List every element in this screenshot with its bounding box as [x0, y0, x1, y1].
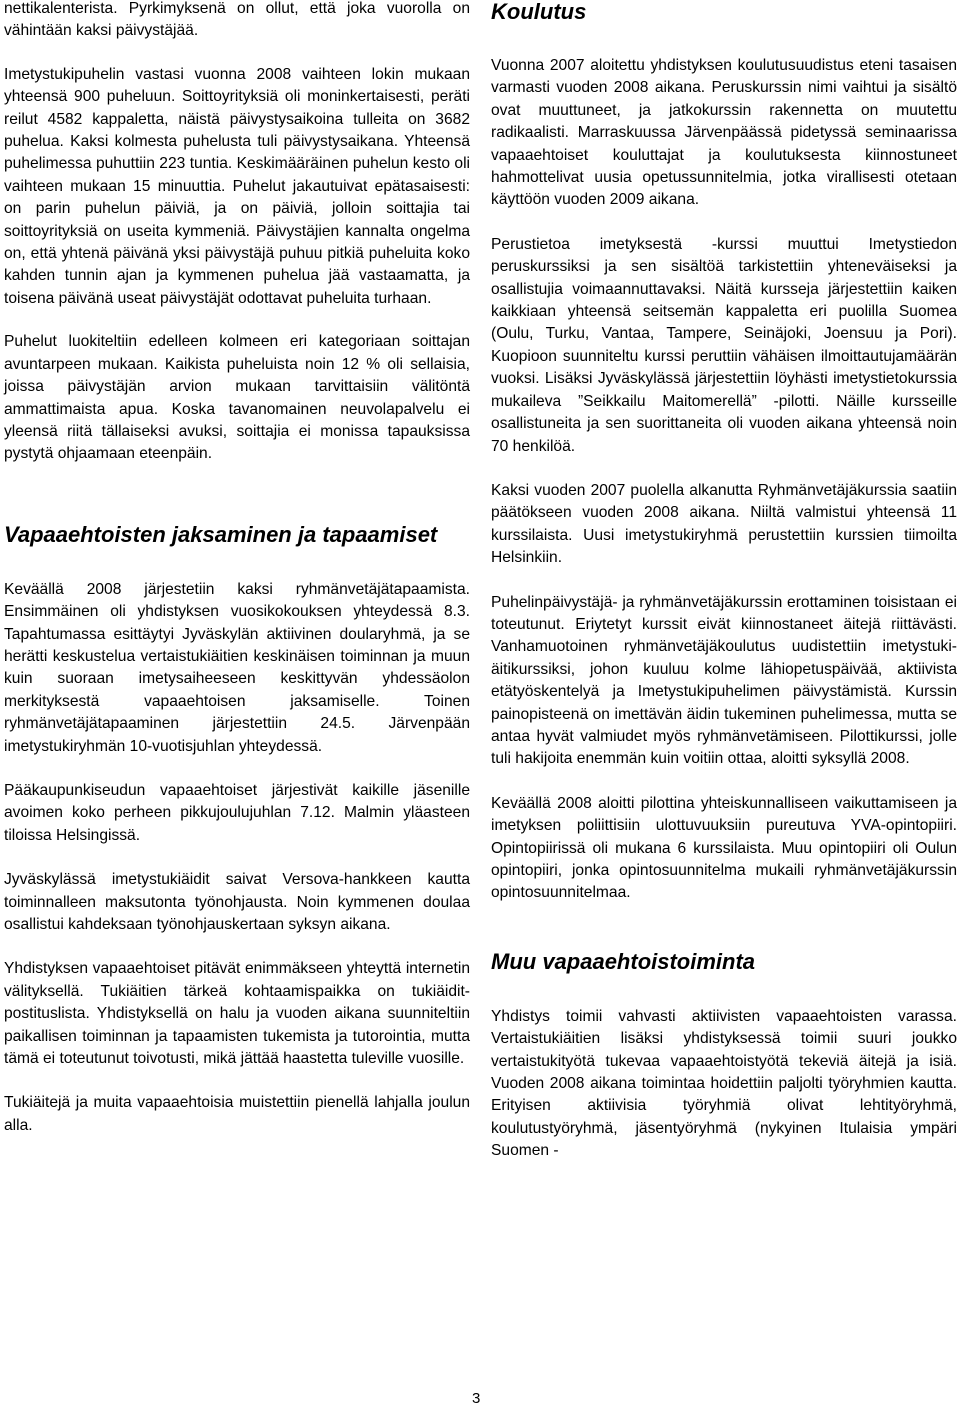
heading-training: Koulutus [491, 0, 587, 24]
page-number: 3 [472, 1390, 481, 1407]
paragraph-group-leader-course: Kaksi vuoden 2007 puolella alkanutta Ryhmänvetäjäkurssia saatiin päätökseen vuoden 2008 aikana. Niiltä valmistui yhteensä 11 kurssilaista. Uusi imetystukiryhmä perustettiin kurssien tiimoilta Helsinkiin. [491, 481, 957, 567]
right-column [491, 0, 957, 1163]
paragraph-study-circle: Keväällä 2008 aloitti pilottina yhteiskunnalliseen vaikuttamiseen ja imetyksen poliittisiin ulottuvuuksiin pureutuva YVA-opintopiiri. Opintopiirissä oli mukana 6 kurssilaista. Muu opintopiiri oli Oulun opintopiiri, jonka opintosuunnitelma mukaili ryhmänvetäjäkurssin opintosuunnitelmaa. [491, 794, 957, 902]
heading-other-volunteering: Muu vapaaehtoistoiminta [491, 948, 756, 974]
paragraph-training-reform: Vuonna 2007 aloitettu yhdistyksen koulutusuudistus eteni tasaisen varmasti vuoden 2008 aikana. Peruskurssin nimi vaihtui ja sisältö ovat muuttuneet, ja jatkokurssin rakennetta on muutettu radikaalisti. Marraskuussa Järvenpäässä pidetyssä seminaarissa vapaaehtoiset kouluttajat ja koulutuksesta kiinnostuneet hahmottelivat uusia opetussunnitelmia, jotka virallisesti otetaan käyttöön vuoden 2009 aikana. [491, 57, 957, 209]
paragraph-call-statistics: Imetystukipuhelin vastasi vuonna 2008 vaihteen lokin mukaan yhteensä 900 puheluun. Soittoyrityksiä oli moninkertaisesti, peräti reilut 4582 kappaletta, näistä päivystysaikoina tulleita on 3682 puhelua. Kaksi kolmesta puhelusta tuli päivystysaikana. Yhteensä puhelimessa puhuttiin 223 tuntia. Keskimääräinen puhelun kesto oli vaihteen mukaan 15 minuuttia. Puhelut jakautuivat epätasaisesti: on parin puhelun päiviä, ja on päiviä, jolloin soittajia tai soittoyrityksiä on useita kymmeniä. Päivystäjien kannalta ongelma on, että yhtenä päivänä yksi päivystäjä puhuu pitkiä puheluita koko kahden tunnin ajan ja kymmenen puhelua jää vastaamatta, ja toisena päivänä useat päivystäjät odottavat puheluita turhaan. [4, 65, 470, 307]
paragraph-basic-course: Perustietoa imetyksestä -kurssi muuttui Imetystiedon peruskurssiksi ja sen sisältöä tarkistettiin yhteneväiseksi ja osallistujia voimaannuttavaksi. Näitä kursseja järjestettiin kaiken kaikkiaan yhteensä seitsemän kappaletta eri puolilla Suomea (Oulu, Turku, Vantaa, Tampere, Seinäjoki, Joensuu ja Pori). Kuopioon suunniteltu kurssi peruttiin vähäisen ilmoittautujamäärän vuoksi. Lisäksi Jyväskylässä järjestettiin löyhästi imetystietokurssia mukaileva ”Seikkailu Maitomerellä” -pilotti. Näille kursseille osallistuneita ja sen suorittaneita oli vuoden aikana yhteensä noin 70 henkilöä. [491, 235, 957, 455]
heading-volunteer-wellbeing: Vapaaehtoisten jaksaminen ja tapaamiset [4, 521, 438, 547]
paragraph-internet-contact: Yhdistyksen vapaaehtoiset pitävät enimmäkseen yhteyttä internetin välityksellä. Tukiäitien tärkeä kohtaamispaikka on tukiäidit-postituslista. Yhdistyksellä on halu ja vuoden aikana suunniteltiin paikallisen toiminnan ja tapaamisten tukemista ja tutorointia, mutta tämä ei toteutunut toivotusti, mikä jättää haastetta tuleville vuosille. [4, 960, 470, 1068]
left-column [4, 0, 470, 1137]
paragraph-group-leader-meetings: Keväällä 2008 järjestetiin kaksi ryhmänvetäjätapaamista. Ensimmäinen oli yhdistyksen vuosikokouksen yhteydessä 8.3. Tapahtumassa esittäytyi Jyväskylän aktiivinen doularyhmä, ja se herätti keskustelua vertaistukiäitien keskinäisen toiminnan ja muun kuin suoraan imetysaiheeseen keskittyvän yhdessäolon merkityksestä vapaaehtoisen jaksamiselle. Toinen ryhmänvetäjätapaaminen järjestettiin 24.5. Järvenpään imetystukiryhmän 10-vuotisjuhlan yhteydessä. [4, 580, 470, 755]
paragraph-christmas-gift: Tukiäitejä ja muita vapaaehtoisia muistettiin pienellä lahjalla joulun alla. [4, 1094, 470, 1134]
paragraph-work-supervision: Jyväskylässä imetystukiäidit saivat Versova-hankkeen kautta toiminnalleen maksutonta työnohjausta. Noin kymmenen doulaa osallistui kahdeksaan työnohjauskertaan syksyn aikana. [4, 871, 470, 933]
paragraph-phone-course: Puhelinpäivystäjä- ja ryhmänvetäjäkurssin erottaminen toisistaan ei toteutunut. Eriytetyt kurssit eivät kiinnostaneet äitejä riittävästi. Vanhamuotoinen ryhmänvetäjäkoulutus uudistettiin imetystuki-äitikurssiksi, johon kuuluu kolme lähiopetuspäivää, aktiivista etätyöskentelyä ja Imetystukipuhelimen päivystämistä. Kurssin painopisteenä on imettävän äidin tukeminen puhelimessa, mutta se antaa hyvät valmiudet myös ryhmänvetämiseen. Pilottikurssi, jolle tuli hakijoita enemmän kuin voitiin ottaa, aloitti syksyllä 2008. [491, 593, 957, 768]
paragraph-christmas-party: Pääkaupunkiseudun vapaaehtoiset järjestivät kaikille jäsenille avoimen koko perheen pikkujoulujuhlan 7.12. Malmin yläasteen tiloissa Helsingissä. [4, 781, 470, 844]
paragraph-call-categories: Puhelut luokiteltiin edelleen kolmeen eri kategoriaan soittajan avuntarpeen mukaan. Kaikista puheluista noin 12 % oli sellaisia, joissa päivystäjän arvion mukaan tarvittaisiin välitöntä ammattimaista apua. Koska tavanomainen neuvolapalvelu ei yleensä riitä tällaiseksi avuksi, soittajia ei monissa tapauksissa pystytä ohjaamaan eteenpäin. [4, 333, 470, 463]
paragraph-scheduling: nettikalenterista. Pyrkimyksenä on ollut, että joka vuorolla on vähintään kaksi päivystäjää. [4, 0, 470, 40]
paragraph-volunteer-activity: Yhdistys toimii vahvasti aktiivisten vapaaehtoisten varassa. Vertaistukiäitien lisäksi yhdistyksessä toimii suuri joukko vertaistukityötä tukevaa vapaaehtoistyötä tekeviä äitejä ja isiä. Vuoden 2008 aikana toimintaa hoidettiin paljolti työryhmien kautta. Erityisen aktiivisia työryhmiä olivat lehtityöryhmä, koulutustyöryhmä, jäsentyöryhmä (nykyinen Itulaisia ympäri Suomen - [491, 1007, 957, 1160]
